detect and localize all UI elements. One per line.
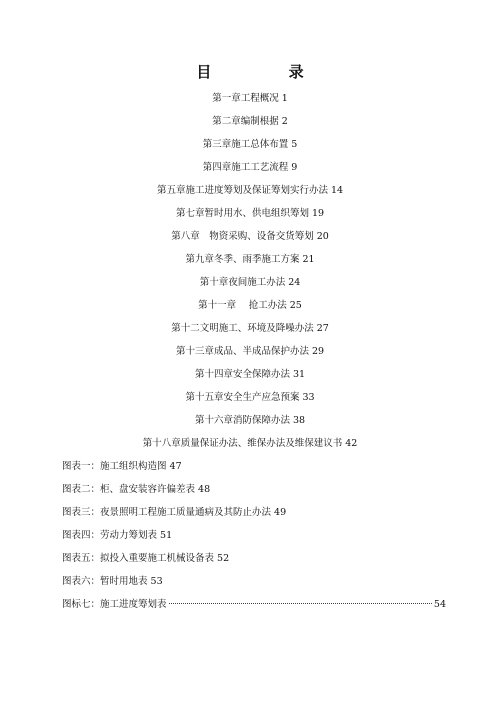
toc-entry-chapter-14: 第十四章安全保障办法 31 bbox=[194, 369, 306, 380]
toc-entry-chapter-11: 第十一章 抢工办法 25 bbox=[198, 300, 302, 311]
toc-entry-chapter-1: 第一章工程概况 1 bbox=[212, 93, 288, 104]
toc-entry-figure-7-page: 54 bbox=[433, 599, 446, 610]
toc-title: 目 录 bbox=[196, 63, 340, 81]
toc-entry-chapter-7: 第七章暂时用水、供电组织筹划 19 bbox=[175, 208, 325, 219]
toc-entry-figure-7-label: 图标七：施工进度筹划表 bbox=[62, 599, 167, 610]
toc-entry-chapter-8: 第八章 物资采购、设备交货筹划 20 bbox=[171, 231, 329, 242]
toc-entry-chapter-18: 第十八章质量保证办法、维保办法及维保建议书 42 bbox=[142, 438, 358, 449]
toc-entry-chapter-3: 第三章施工总体布置 5 bbox=[202, 139, 298, 150]
toc-entry-figure-6: 图表六：暂时用地表 53 bbox=[62, 576, 163, 587]
toc-entry-figure-4: 图表四：劳动力筹划表 51 bbox=[62, 530, 173, 541]
toc-entry-figure-1: 图表一：施工组织构造图 47 bbox=[62, 461, 182, 472]
toc-entry-chapter-16: 第十六章消防保障办法 38 bbox=[194, 415, 306, 426]
dot-leader bbox=[169, 602, 432, 604]
toc-entry-figure-7 bbox=[62, 599, 446, 611]
toc-entry-chapter-2: 第二章编制根据 2 bbox=[212, 116, 288, 127]
toc-entry-chapter-13: 第十三章成品、半成品保护办法 29 bbox=[175, 346, 325, 357]
toc-entry-figure-5: 图表五：拟投入重要施工机械设备表 52 bbox=[62, 553, 230, 564]
toc-entry-chapter-15: 第十五章安全生产应急预案 33 bbox=[185, 392, 315, 403]
toc-entry-chapter-4: 第四章施工工艺流程 9 bbox=[202, 162, 298, 173]
toc-entry-chapter-9: 第九章冬季、雨季施工方案 21 bbox=[185, 254, 315, 265]
toc-entry-figure-3: 图表三：夜景照明工程施工质量通病及其防止办法 49 bbox=[62, 507, 287, 518]
toc-entry-chapter-12: 第十二文明施工、环境及降噪办法 27 bbox=[171, 323, 329, 334]
toc-entry-chapter-5: 第五章施工进度筹划及保证筹划实行办法 14 bbox=[156, 185, 344, 196]
toc-entry-chapter-10: 第十章夜间施工办法 24 bbox=[199, 277, 301, 288]
toc-entry-figure-2: 图表二：柜、盘安装容许偏差表 48 bbox=[62, 484, 211, 495]
